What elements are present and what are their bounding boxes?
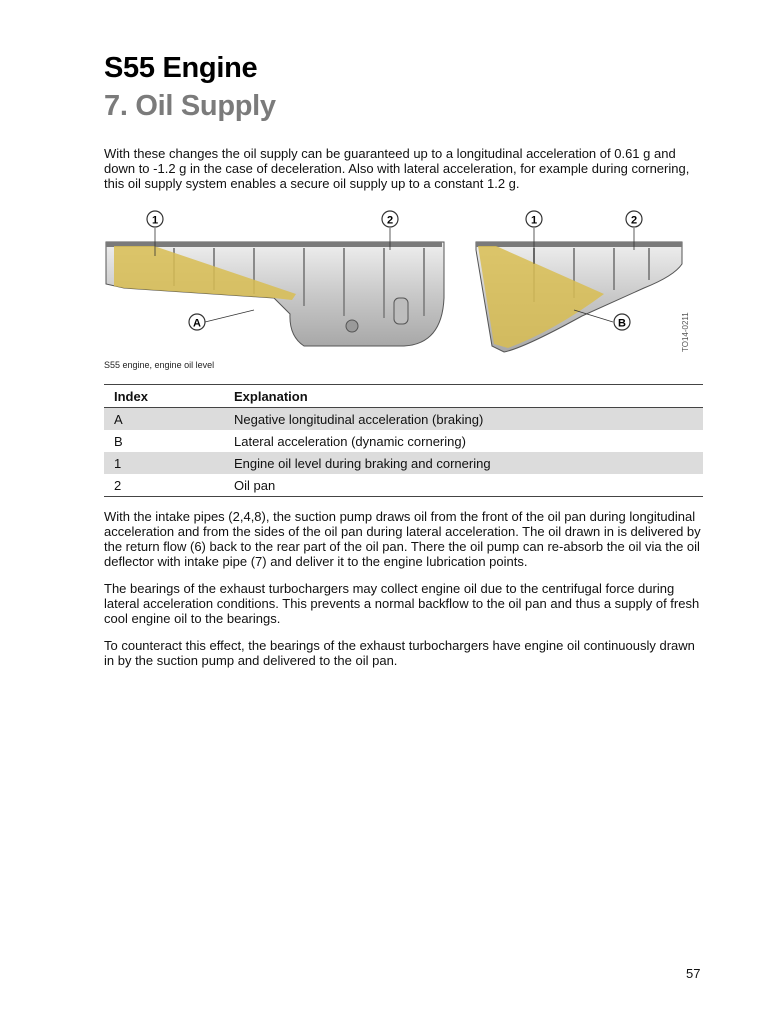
- figure-caption: S55 engine, engine oil level: [104, 360, 215, 370]
- callout-a: [189, 314, 205, 330]
- index-table: [104, 384, 703, 497]
- row-index: 1: [104, 452, 224, 474]
- row-index: 2: [104, 474, 224, 497]
- body-paragraph: To counteract this effect, the bearings of the exhaust turbochargers have engine oil continuously drawn in by the suction pump and delivered to the oil pan.: [104, 638, 695, 668]
- oil-pan-cornering-illustration: [476, 242, 682, 352]
- intro-paragraph: With these changes the oil supply can be guaranteed up to a longitudinal acceleration of 0.61 g and down to -1.2 g in the case of deceleration. Also with lateral acceleration, for example during cornering, this oil supply system enables a secure oil supply up to a constant 1.2 g.: [104, 146, 690, 191]
- table-row: [104, 474, 703, 497]
- page-number: 57: [686, 966, 701, 981]
- svg-text:2: 2: [386, 214, 394, 227]
- page-title: S55 Engine: [104, 52, 258, 84]
- oil-pan-figure: [104, 206, 704, 356]
- table-row: [104, 430, 703, 452]
- callout-1-right: [526, 211, 542, 227]
- svg-text:B: B: [618, 317, 626, 330]
- callout-b: [614, 314, 630, 330]
- row-explanation: Oil pan: [224, 474, 703, 497]
- table-row: [104, 408, 703, 431]
- row-explanation: Engine oil level during braking and cornering: [224, 452, 703, 474]
- table-row: [104, 452, 703, 474]
- row-explanation: Lateral acceleration (dynamic cornering): [234, 433, 466, 449]
- section-title: 7. Oil Supply: [104, 90, 276, 122]
- table-header-row: [104, 385, 703, 408]
- row-index: B: [114, 433, 123, 449]
- svg-text:A: A: [193, 317, 201, 330]
- row-explanation: Negative longitudinal acceleration (braking): [224, 408, 703, 431]
- callout-2-left: [382, 211, 398, 227]
- svg-text:1: 1: [530, 214, 538, 227]
- svg-text:1: 1: [151, 214, 159, 227]
- oil-pan-braking-illustration: [106, 242, 444, 346]
- svg-text:2: 2: [630, 214, 638, 227]
- row-index: A: [104, 408, 224, 431]
- body-paragraph: With the intake pipes (2,4,8), the suction pump draws oil from the front of the oil pan during longitudinal acceleration and from the sides of the oil pan during lateral acceleration. The oil drawn in is delivered by the return flow (6) back to the rear part of the oil pan. There the oil pump can re-absorb the oil via the oil deflector with intake pipe (7) and deliver it to the engine lubrication points.: [104, 509, 701, 569]
- figure-code: TO14-0211: [681, 312, 690, 352]
- column-header-index: Index: [104, 385, 224, 408]
- column-header-explanation: Explanation: [224, 385, 703, 408]
- body-paragraph: The bearings of the exhaust turbochargers may collect engine oil due to the centrifugal force during lateral acceleration conditions. This prevents a normal backflow to the oil pan and thus a supply of fresh cool engine oil to the bearings.: [104, 581, 700, 626]
- callout-1-left: [147, 211, 163, 227]
- callout-2-right: [626, 211, 642, 227]
